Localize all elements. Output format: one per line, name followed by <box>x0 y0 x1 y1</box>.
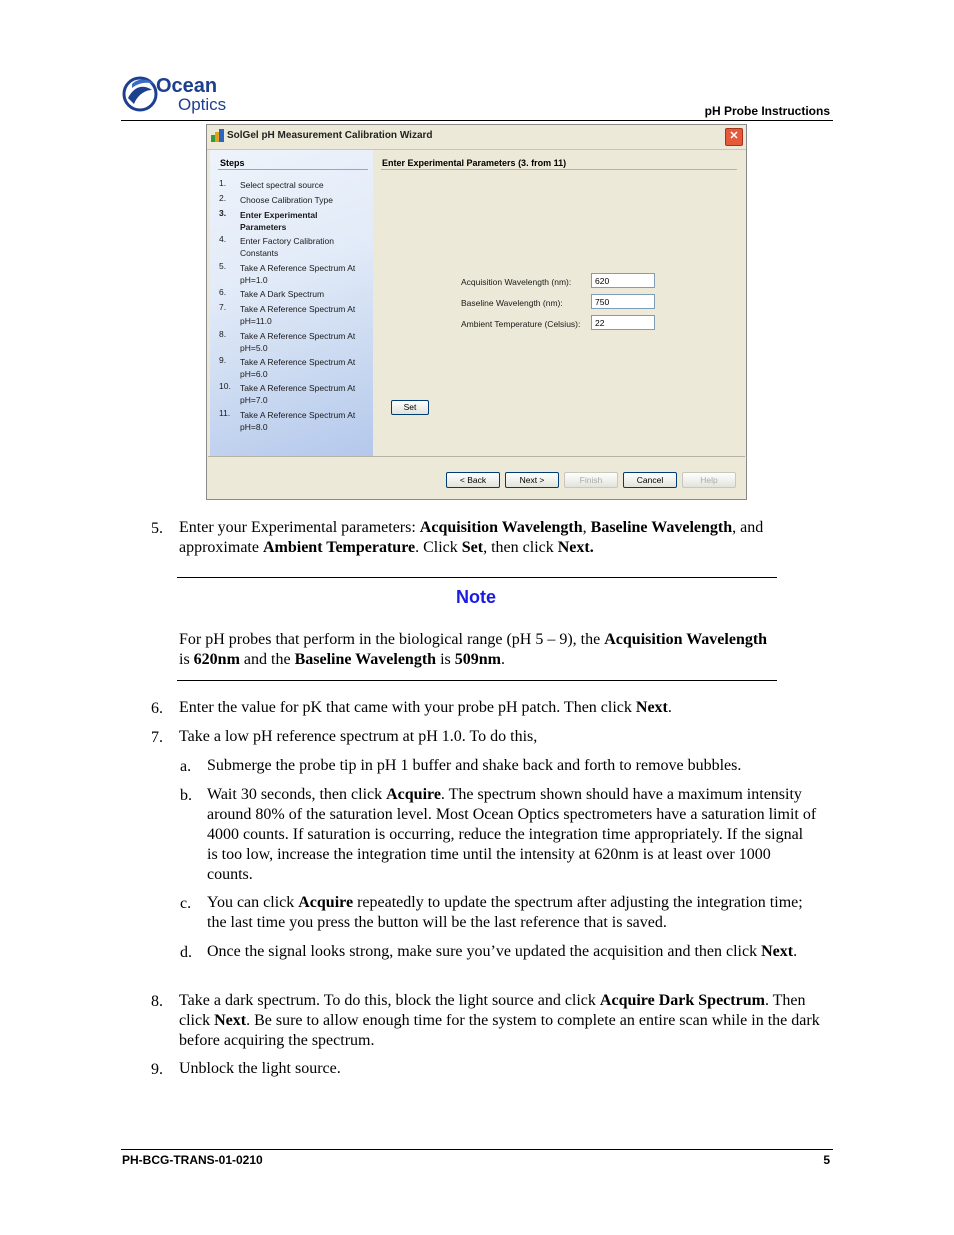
footer-rule <box>121 1149 833 1150</box>
header-rule <box>121 120 833 121</box>
step-number: 7. <box>151 729 163 746</box>
ambient-temperature-input[interactable]: 22 <box>591 315 655 330</box>
step-9-text: Unblock the light source. <box>179 1060 341 1077</box>
header-title: pH Probe Instructions <box>704 104 830 118</box>
baseline-wavelength-label: Baseline Wavelength (nm): <box>461 298 563 308</box>
steps-panel: Steps 1. Select spectral source 2. Choose Calibration Type 3. Enter Experimental Parameters 4. Enter Factory Calibration Constants 5. Take A Reference Spectrum At pH=1.0 6. Take A Dark Spectrum 7. Take A Reference Spectrum At pH=11.0 8. Take A Reference Spectrum At pH=5.0 9. Take A Reference Spectrum At pH=6.0 10. Take A Reference Spectrum At pH=7.0 11. Take A Reference Spectrum At pH=8.0 <box>210 150 373 456</box>
ambient-temperature-label: Ambient Temperature (Celsius): <box>461 319 581 329</box>
step-7-text: Take a low pH reference spectrum at pH 1.0. To do this, <box>179 728 538 745</box>
back-button[interactable]: < Back <box>446 472 500 488</box>
acquisition-wavelength-input[interactable]: 620 <box>591 273 655 288</box>
step-number: 9. <box>151 1061 163 1078</box>
wizard-title: SolGel pH Measurement Calibration Wizard <box>227 130 433 141</box>
footer-divider <box>208 456 745 457</box>
substep-letter: c. <box>180 895 192 912</box>
cancel-button[interactable]: Cancel <box>623 472 677 488</box>
step-number: 5. <box>151 520 163 537</box>
logo-word-optics: Optics <box>178 95 227 114</box>
step-number: 8. <box>151 993 163 1010</box>
document-id: PH-BCG-TRANS-01-0210 <box>122 1153 263 1167</box>
calibration-wizard-window <box>206 124 747 500</box>
note-top-rule <box>177 577 777 578</box>
content-divider <box>381 169 737 170</box>
logo-word-ocean: Ocean <box>156 75 218 97</box>
baseline-wavelength-input[interactable]: 750 <box>591 294 655 309</box>
step-5-text: Enter your Experimental parameters: Acquisition Wavelength, Baseline Wavelength, and approximate Ambient Temperature. Click Set, then click Next. <box>179 519 764 556</box>
step-7c-text: You can click Acquire repeatedly to update the spectrum after adjusting the integration time; the last time you press the button will be the last reference that is saved. <box>207 894 803 931</box>
app-icon <box>211 129 224 142</box>
ocean-optics-logo <box>122 70 242 116</box>
step-7b-text: Wait 30 seconds, then click Acquire. The spectrum shown should have a maximum intensity around 80% of the saturation level. Most Ocean Optics spectrometers have a saturation limit of 4000 counts. If saturation is occurring, reduce the integration time appropriately. If the signal is too low, increase the integration time until the intensity at 620nm is at least over 1000 counts. <box>207 786 817 883</box>
page-number: 5 <box>823 1153 830 1167</box>
step-7a-text: Submerge the probe tip in pH 1 buffer and shake back and forth to remove bubbles. <box>207 757 742 774</box>
set-button[interactable]: Set <box>391 400 429 415</box>
note-title: Note <box>456 587 496 607</box>
next-button[interactable]: Next > <box>505 472 559 488</box>
step-8-text: Take a dark spectrum. To do this, block the light source and click Acquire Dark Spectrum. Then click Next. Be sure to allow enough time for the system to complete an entire scan while in the dark before acquiring the spectrum. <box>179 992 820 1049</box>
substep-letter: d. <box>180 944 192 961</box>
steps-heading: Steps <box>220 158 245 168</box>
step-number: 6. <box>151 700 163 717</box>
help-button[interactable]: Help <box>682 472 736 488</box>
steps-divider <box>218 169 368 170</box>
substep-letter: a. <box>180 758 192 775</box>
step-6-text: Enter the value for pK that came with your probe pH patch. Then click Next. <box>179 699 672 716</box>
note-text: For pH probes that perform in the biological range (pH 5 – 9), the Acquisition Wavelength is 620nm and the Baseline Wavelength is 509nm. <box>179 631 768 668</box>
step-7d-text: Once the signal looks strong, make sure you’ve updated the acquisition and then click Next. <box>207 943 798 960</box>
acquisition-wavelength-label: Acquisition Wavelength (nm): <box>461 277 572 287</box>
content-heading: Enter Experimental Parameters (3. from 11) <box>382 158 567 168</box>
wizard-titlebar <box>207 125 746 150</box>
close-icon[interactable]: ✕ <box>725 128 743 146</box>
note-bottom-rule <box>177 680 777 681</box>
substep-letter: b. <box>180 787 192 804</box>
finish-button[interactable]: Finish <box>564 472 618 488</box>
